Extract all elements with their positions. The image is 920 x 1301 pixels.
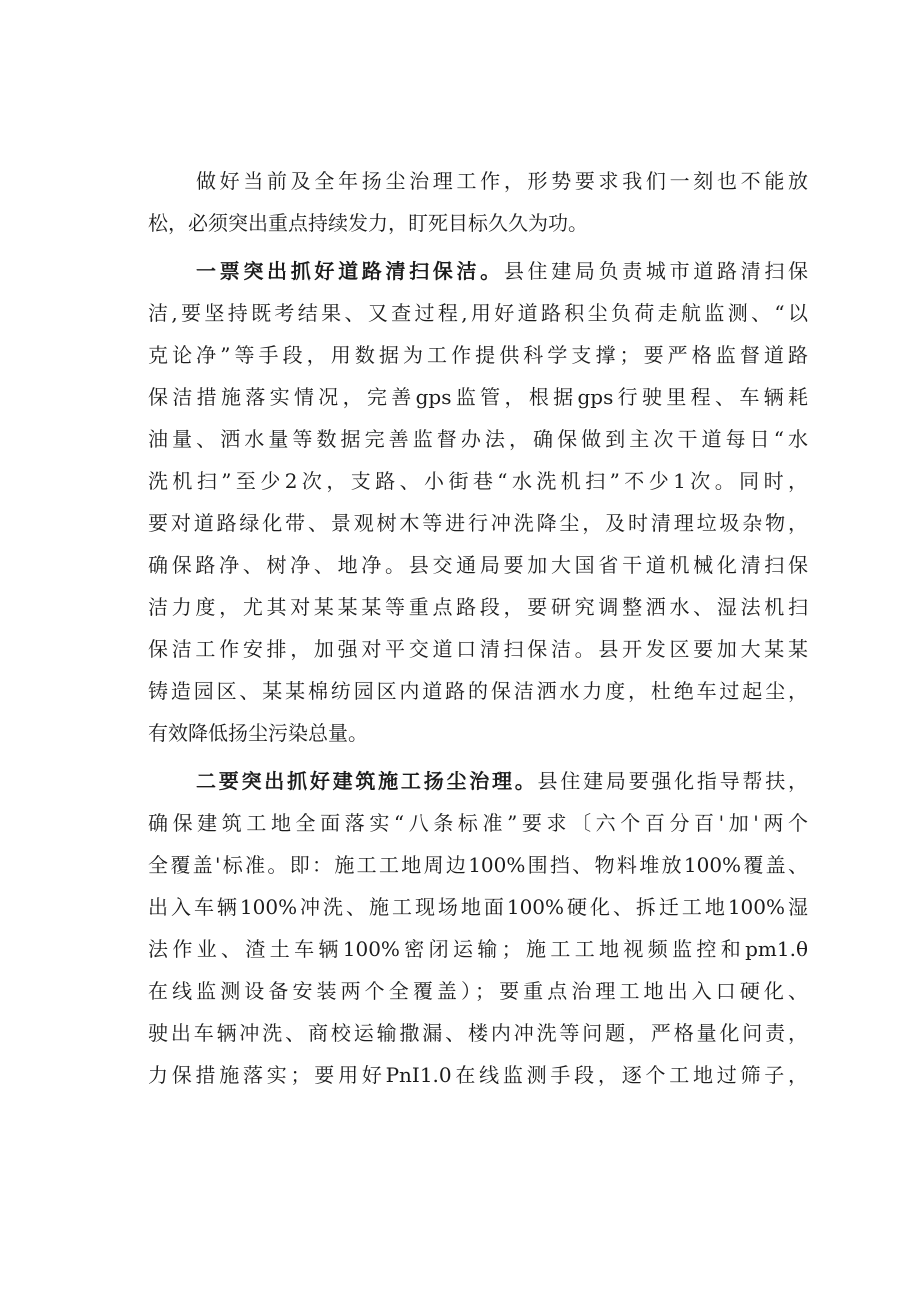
paragraph-line: 保洁工作安排，加强对平交道口清扫保洁。县开发区要加大某某 xyxy=(148,637,808,661)
paragraph-text: 县住建局负责城市道路清扫保 xyxy=(503,259,808,283)
section-heading: 二要突出抓好建筑施工扬尘治理。 xyxy=(196,769,538,793)
paragraph-line: 洁,要坚持既考结果、又查过程,用好道路积尘负荷走航监测、“以 xyxy=(148,301,808,325)
paragraph-line: 确保路净、树净、地净。县交通局要加大国省干道机械化清扫保 xyxy=(148,553,808,577)
paragraph-line: 铸造园区、某某棉纺园区内道路的保洁洒水力度，杜绝车过起尘， xyxy=(148,679,808,703)
paragraph-line: 洁力度，尤其对某某某等重点路段，要研究调整洒水、湿法机扫 xyxy=(148,595,808,619)
paragraph-text: 县住建局要强化指导帮扶， xyxy=(537,769,808,793)
paragraph-first-line xyxy=(148,250,808,292)
paragraph-line: 有效降低扬尘污染总量。 xyxy=(148,721,368,745)
paragraph-line: 油量、洒水量等数据完善监督办法，确保做到主次干道每日“水 xyxy=(148,427,808,451)
paragraph-line: 在线监测设备安装两个全覆盖）；要重点治理工地出入口硬化、 xyxy=(148,979,808,1003)
paragraph-line: 法作业、渣土车辆100%密闭运输；施工工地视频监控和pm1.θ xyxy=(148,937,808,961)
document-body xyxy=(148,160,808,1096)
paragraph-line: 确保建筑工地全面落实“八条标准”要求〔六个百分百'加'两个 xyxy=(148,811,808,835)
paragraph-line: 保洁措施落实情况，完善gps监管，根据gps行驶里程、车辆耗 xyxy=(148,385,808,409)
paragraph-first-line xyxy=(148,760,808,802)
paragraph-line: 克论净”等手段，用数据为工作提供科学支撑；要严格监督道路 xyxy=(148,343,808,367)
paragraph-intro xyxy=(148,160,808,244)
paragraph-line: 力保措施落实；要用好PnI1.0在线监测手段，逐个工地过筛子， xyxy=(148,1063,808,1087)
paragraph-line: 全覆盖'标准。即：施工工地周边100%围挡、物料堆放100%覆盖、 xyxy=(148,853,808,877)
paragraph-road-cleaning xyxy=(148,250,808,754)
section-heading: 一票突出抓好道路清扫保洁。 xyxy=(196,259,504,283)
paragraph-line: 松，必须突出重点持续发力，盯死目标久久为功。 xyxy=(148,211,588,235)
paragraph-line: 驶出车辆冲洗、商校运输撒漏、楼内冲洗等问题，严格量化问责， xyxy=(148,1021,808,1045)
paragraph-line: 洗机扫”至少2次，支路、小街巷“水洗机扫”不少1次。同时， xyxy=(148,469,808,493)
paragraph-line: 要对道路绿化带、景观树木等进行冲洗降尘，及时清理垃圾杂物， xyxy=(148,511,808,535)
paragraph-line: 出入车辆100%冲洗、施工现场地面100%硬化、拆迁工地100%湿 xyxy=(148,895,808,919)
paragraph-line: 做好当前及全年扬尘治理工作，形势要求我们一刻也不能放 xyxy=(196,169,808,193)
paragraph-construction-dust xyxy=(148,760,808,1096)
